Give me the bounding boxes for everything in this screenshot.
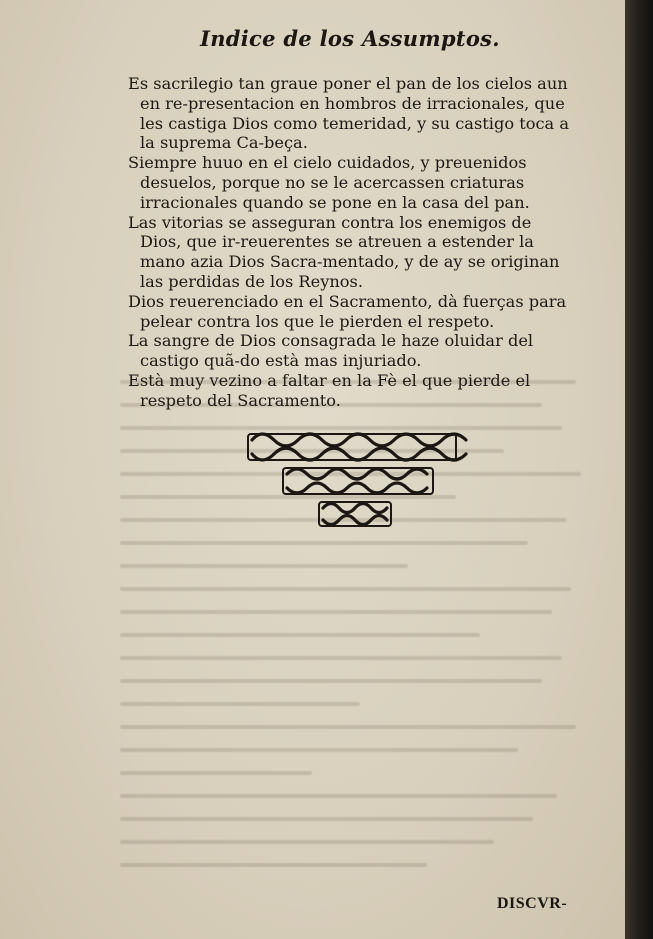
index-entry: Està muy vezino a faltar en la Fè el que pierde el respeto del Sacramento. xyxy=(128,370,531,410)
book-spine xyxy=(625,0,653,939)
running-head: Indice de los Assumptos. xyxy=(200,26,500,51)
index-entry: Dios reuerenciado en el Sacramento, dà fuerças para pelear contra los que le pierden el respeto. xyxy=(128,291,567,331)
index-entry: Es sacrilegio tan graue poner el pan de los cielos aun en re-presentacion en hombros de irracionales, que les castiga Dios como temeridad, y su castigo toca a la suprema Ca-beça. xyxy=(128,74,569,153)
index-entry: Siempre huuo en el cielo cuidados, y preuenidos desuelos, porque no se le acercassen criaturas irracionales quando se pone en la casa del pan. xyxy=(128,153,530,212)
index-entry: Las vitorias se asseguran contra los enemigos de Dios, que ir-reuerentes se atreuen a estender la mano azia Dios Sacra-mentado, y de ay se originan las perdidas de los Reynos. xyxy=(128,212,560,291)
catchword: DISCVR- xyxy=(497,895,568,912)
index-entry: La sangre de Dios consagrada le haze oluidar del castigo quã-do està mas injuriado. xyxy=(128,331,534,371)
